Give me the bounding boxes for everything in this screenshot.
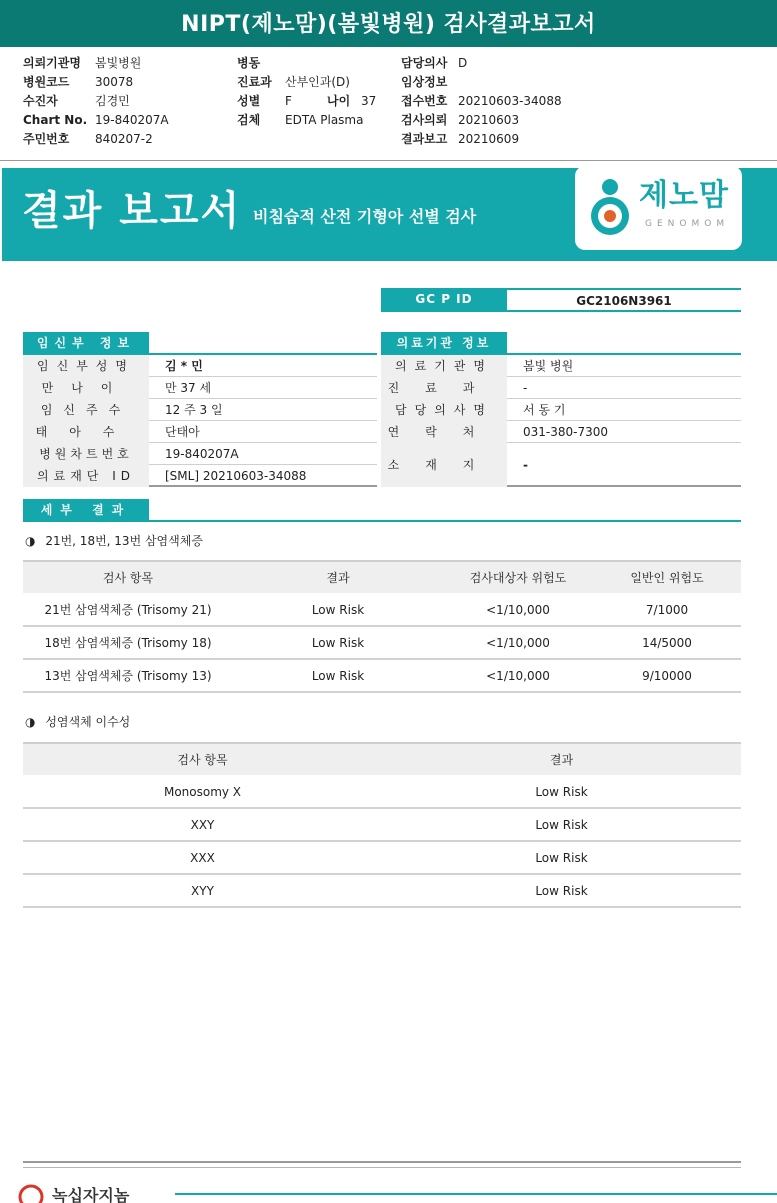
header-value: D xyxy=(458,56,468,70)
info-value: 12 주 3 일 xyxy=(165,403,223,417)
table-row xyxy=(23,660,741,693)
footer-teal-line xyxy=(175,1193,777,1195)
logo-text: 제노맘 xyxy=(639,178,729,213)
column-header: 검사 항목 xyxy=(177,753,228,767)
table-cell: Low Risk xyxy=(535,851,588,865)
pregnant-info-tab: 임신부 정보 xyxy=(23,332,149,354)
info-value: - xyxy=(523,458,528,472)
table-cell: Low Risk xyxy=(311,636,365,650)
header-value: 30078 xyxy=(95,75,134,89)
info-row xyxy=(23,399,377,421)
header-value: 20210609 xyxy=(458,132,520,146)
genomom-logo xyxy=(575,166,742,250)
info-label: 진료과 xyxy=(381,377,507,399)
info-row xyxy=(381,399,741,421)
sex-heading: 성염색체 이수성 xyxy=(45,715,131,729)
info-value: 만 37 세 xyxy=(165,381,212,395)
table-cell: Low Risk xyxy=(535,818,588,832)
info-label: 만나이 xyxy=(23,377,149,399)
info-row xyxy=(23,443,377,465)
table-cell: Low Risk xyxy=(535,785,588,799)
header-value: 19-840207A xyxy=(95,113,169,127)
footer-rule-thin xyxy=(23,1167,741,1168)
age-label: 나이 xyxy=(327,94,351,108)
table-row xyxy=(23,842,741,875)
logo-mother-icon xyxy=(585,176,635,238)
sex-table-body xyxy=(23,776,741,908)
info-value: 서 동 기 xyxy=(523,403,566,417)
info-label: 임신부성명 xyxy=(23,355,149,377)
table-row xyxy=(23,875,741,908)
header-label: 검체 xyxy=(237,113,261,127)
table-cell: XXX xyxy=(190,851,215,865)
header-value: 김경민 xyxy=(95,94,130,108)
header-label: 병동 xyxy=(237,56,261,70)
info-row xyxy=(381,377,741,399)
table-cell: Low Risk xyxy=(311,603,365,617)
table-cell: 7/1000 xyxy=(645,603,689,617)
gcp-id-box xyxy=(381,288,741,312)
info-value: - xyxy=(523,381,528,395)
header-value: 산부인과(D) xyxy=(285,75,350,89)
column-header: 결과 xyxy=(549,753,574,767)
logo-subtext: GENOMOM xyxy=(645,219,730,229)
table-cell: Low Risk xyxy=(311,669,365,683)
trisomy-heading-row xyxy=(25,532,203,550)
header-value: 840207-2 xyxy=(95,132,153,146)
header-label: 병원코드 xyxy=(23,75,70,89)
footer-logo xyxy=(18,1180,218,1203)
header-value: F xyxy=(285,94,292,108)
report-top-title: NIPT(제노맘)(봄빛병원) 검사결과보고서 xyxy=(0,0,777,47)
half-circle-icon: ◑ xyxy=(25,534,36,548)
sex-heading-row xyxy=(25,713,130,731)
info-row xyxy=(381,355,741,377)
gcp-id-value: GC2106N3961 xyxy=(507,288,741,310)
table-cell: 9/10000 xyxy=(642,669,692,683)
header-info-col1 xyxy=(23,54,223,149)
trisomy-table-header xyxy=(23,560,741,593)
header-info-col3 xyxy=(401,54,601,149)
institution-info-tab: 의료기관 정보 xyxy=(381,332,507,354)
sex-table-header xyxy=(23,742,741,775)
table-cell: Low Risk xyxy=(535,884,588,898)
info-label: 담당의사명 xyxy=(381,399,507,421)
header-label: 진료과 xyxy=(237,75,272,89)
table-cell: <1/10,000 xyxy=(486,636,550,650)
footer-org-name: 녹십자지놈 xyxy=(52,1186,130,1203)
table-cell: 14/5000 xyxy=(642,636,692,650)
pregnant-info-table xyxy=(23,355,377,487)
table-cell: <1/10,000 xyxy=(486,669,550,683)
info-row xyxy=(23,355,377,377)
table-cell: <1/10,000 xyxy=(486,603,550,617)
table-cell: 13번 삼염색체증 (Trisomy 13) xyxy=(44,669,212,683)
info-value: [SML] 20210603-34088 xyxy=(165,469,307,483)
header-label: 임상정보 xyxy=(401,75,448,89)
info-label: 연락처 xyxy=(381,421,507,443)
table-cell: 21번 삼염색체증 (Trisomy 21) xyxy=(44,603,212,617)
header-label: 접수번호 xyxy=(401,94,448,108)
info-row xyxy=(23,421,377,443)
table-row xyxy=(23,627,741,660)
header-label: 검사의뢰 xyxy=(401,113,448,127)
header-label: 결과보고 xyxy=(401,132,448,146)
info-value: 봄빛 병원 xyxy=(523,359,574,373)
header-label: 주민번호 xyxy=(23,132,70,146)
info-value: 19-840207A xyxy=(165,447,239,461)
header-label: 담당의사 xyxy=(401,56,448,70)
table-cell: 18번 삼염색체증 (Trisomy 18) xyxy=(44,636,212,650)
details-tab: 세부 결과 xyxy=(23,499,149,521)
info-label: 소재지 xyxy=(381,443,507,487)
info-label: 의료기관명 xyxy=(381,355,507,377)
footer-logo-icon xyxy=(18,1184,44,1203)
info-label: 병원차트번호 xyxy=(23,443,149,465)
table-row xyxy=(23,809,741,842)
footer-rule xyxy=(23,1161,741,1163)
banner-subtitle: 비침습적 산전 기형아 선별 검사 xyxy=(253,207,477,226)
header-label: 수진자 xyxy=(23,94,58,108)
column-header: 검사대상자 위험도 xyxy=(469,571,567,585)
info-label: 임신주수 xyxy=(23,399,149,421)
half-circle-icon: ◑ xyxy=(25,715,36,729)
table-cell: XXY xyxy=(190,818,215,832)
details-line xyxy=(23,520,741,522)
header-label: 의뢰기관명 xyxy=(23,56,81,70)
table-row xyxy=(23,594,741,627)
info-row xyxy=(381,421,741,443)
info-value: 김 * 민 xyxy=(165,359,203,373)
table-cell: Monosomy X xyxy=(163,785,242,799)
info-value: 단태아 xyxy=(165,425,200,439)
header-value: 봄빛병원 xyxy=(95,56,142,70)
header-value: 20210603 xyxy=(458,113,520,127)
age-value: 37 xyxy=(361,94,377,108)
column-header: 검사 항목 xyxy=(102,571,154,585)
info-label: 의료재단 ID xyxy=(23,465,149,487)
institution-info-table xyxy=(381,355,741,487)
header-divider xyxy=(0,160,777,161)
header-info-col2 xyxy=(237,54,397,130)
trisomy-heading: 21번, 18번, 13번 삼염색체증 xyxy=(45,534,203,548)
table-row xyxy=(23,776,741,809)
column-header: 일반인 위험도 xyxy=(630,571,704,585)
header-value: EDTA Plasma xyxy=(285,113,364,127)
header-label: 성별 xyxy=(237,94,261,108)
info-label: 태아수 xyxy=(23,421,149,443)
info-row xyxy=(381,443,741,487)
column-header: 결과 xyxy=(326,571,350,585)
info-value: 031-380-7300 xyxy=(523,425,609,439)
gcp-id-label: GC P ID xyxy=(381,288,507,310)
header-label: Chart No. xyxy=(23,113,88,127)
info-row xyxy=(23,377,377,399)
banner-title: 결과 보고서 xyxy=(22,188,242,234)
trisomy-table-body xyxy=(23,594,741,693)
table-cell: XYY xyxy=(191,884,214,898)
header-value: 20210603-34088 xyxy=(458,94,562,108)
info-row xyxy=(23,465,377,487)
